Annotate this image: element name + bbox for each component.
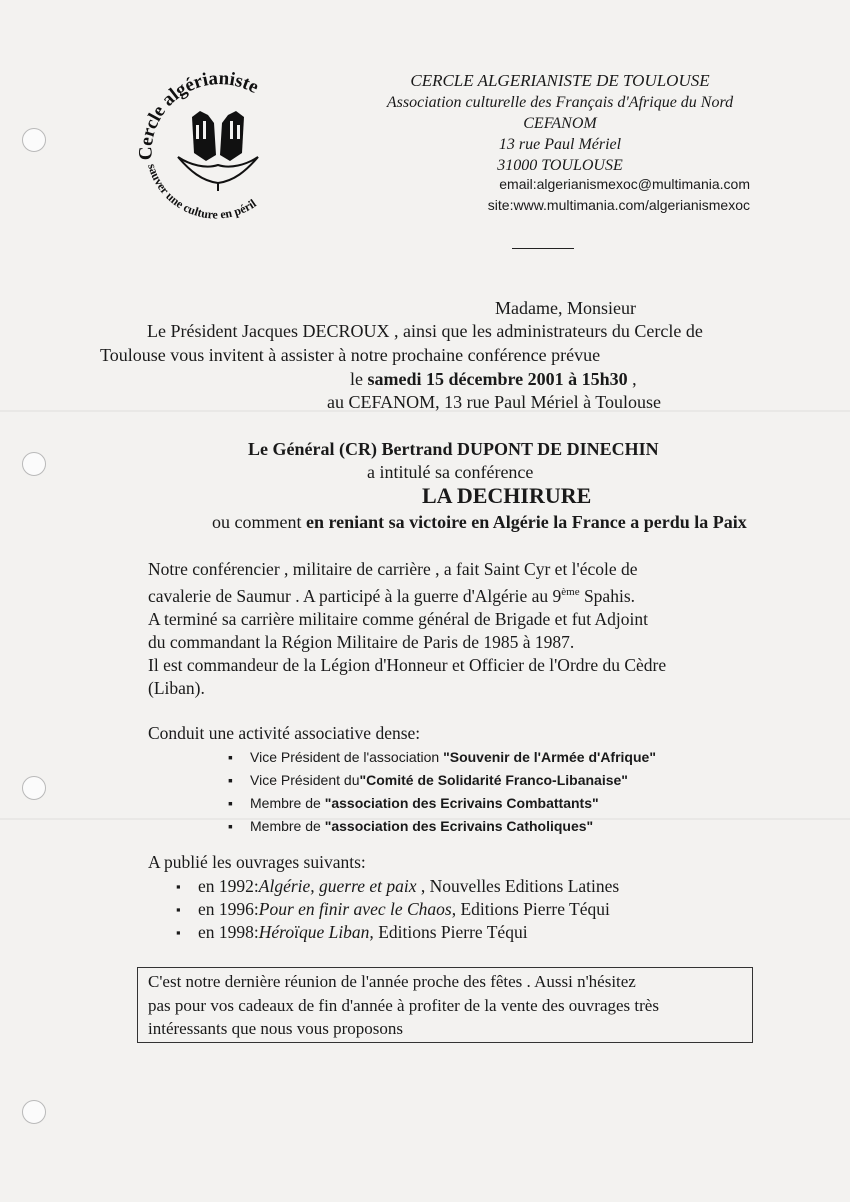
city-address: 31000 TOULOUSE xyxy=(497,157,623,174)
bullet-icon: ▪ xyxy=(176,879,181,894)
bullet-icon: ▪ xyxy=(228,772,233,788)
event-date-line: le samedi 15 décembre 2001 à 15h30 , xyxy=(350,369,637,389)
logo-top-text: Cercle algérianiste xyxy=(135,67,263,161)
closing-note-box xyxy=(137,967,753,1043)
association-header xyxy=(360,70,760,176)
list-item: ▪ Membre de "association des Ecrivains Catholiques" xyxy=(250,815,656,838)
list-item: ▪ en 1998:Héroïque Liban, Editions Pierre Téqui xyxy=(176,922,528,942)
organization-name: CERCLE ALGERIANISTE DE TOULOUSE xyxy=(410,71,710,90)
books-list xyxy=(176,875,620,944)
bullet-icon: ▪ xyxy=(176,902,181,917)
email-address: email:algerianismexoc@multimania.com xyxy=(499,176,750,192)
books-heading: A publié les ouvrages suivants: xyxy=(148,852,366,872)
list-item: ▪ en 1996:Pour en finir avec le Chaos, Editions Pierre Téqui xyxy=(176,899,610,919)
header-divider xyxy=(512,248,574,249)
bullet-icon: ▪ xyxy=(228,795,233,811)
note-line-1: C'est notre dernière réunion de l'année proche des fêtes . Aussi n'hésitez xyxy=(148,972,636,991)
salutation: Madame, Monsieur xyxy=(495,298,636,318)
bullet-icon: ▪ xyxy=(228,749,233,765)
event-date: samedi 15 décembre 2001 à 15h30 xyxy=(367,369,628,389)
activities-list xyxy=(228,746,656,838)
logo-emblem-icon xyxy=(130,65,305,230)
punch-hole xyxy=(22,1100,46,1124)
punch-hole xyxy=(22,128,46,152)
website-address: site:www.multimania.com/algerianismexoc xyxy=(487,197,750,213)
speaker-biography: Notre conférencier , militaire de carrière , a fait Saint Cyr et l'école de cavalerie de Saumur . A participé à la guerre d'Algérie au 9ème Spahis. A terminé sa carrière militaire comme général de Brigade et fut Adjoint du commandant la Région Militaire de Paris de 1985 à 1987. Il est commandeur de la Légion d'Honneur et Officier de l'Ordre du Cèdre (Liban). xyxy=(148,559,667,698)
list-item: ▪ en 1992:Algérie, guerre et paix , Nouvelles Editions Latines xyxy=(176,876,620,896)
bullet-icon: ▪ xyxy=(228,818,233,834)
invite-line-1: Le Président Jacques DECROUX , ainsi que les administrateurs du Cercle de xyxy=(147,321,703,341)
event-location: au CEFANOM, 13 rue Paul Mériel à Toulouse xyxy=(327,392,662,412)
note-line-3: intéressants que nous vous proposons xyxy=(148,1019,403,1038)
bullet-icon: ▪ xyxy=(176,925,181,940)
list-item: ▪ Vice Président du"Comité de Solidarité Franco-Libanaise" xyxy=(250,769,656,792)
speaker-name: Le Général (CR) Bertrand DUPONT DE DINECHIN xyxy=(248,439,659,459)
talk-title: LA DECHIRURE xyxy=(422,483,592,508)
list-item: ▪ Membre de "association des Ecrivains Combattants" xyxy=(250,792,656,815)
cercle-algerianiste-logo xyxy=(130,65,305,230)
contact-block xyxy=(440,174,750,216)
invite-line-2: Toulouse vous invitent à assister à notre prochaine conférence prévue xyxy=(100,345,601,365)
activities-heading: Conduit une activité associative dense: xyxy=(148,723,421,743)
punch-hole xyxy=(22,452,46,476)
venue-name: CEFANOM xyxy=(523,115,597,132)
list-item: ▪ Vice Président de l'association "Souvenir de l'Armée d'Afrique" xyxy=(250,746,656,769)
association-description: Association culturelle des Français d'Afrique du Nord xyxy=(386,94,734,111)
talk-intro: a intitulé sa conférence xyxy=(367,462,534,482)
logo-bottom-text: sauver une culture en péril xyxy=(145,162,259,222)
punch-hole xyxy=(22,776,46,800)
talk-subtitle: ou comment en reniant sa victoire en Algérie la France a perdu la Paix xyxy=(212,512,747,532)
street-address: 13 rue Paul Mériel xyxy=(498,136,622,153)
note-line-2: pas pour vos cadeaux de fin d'année à profiter de la vente des ouvrages très xyxy=(148,996,659,1015)
svg-text:sauver une culture en péril xyxy=(145,162,259,222)
